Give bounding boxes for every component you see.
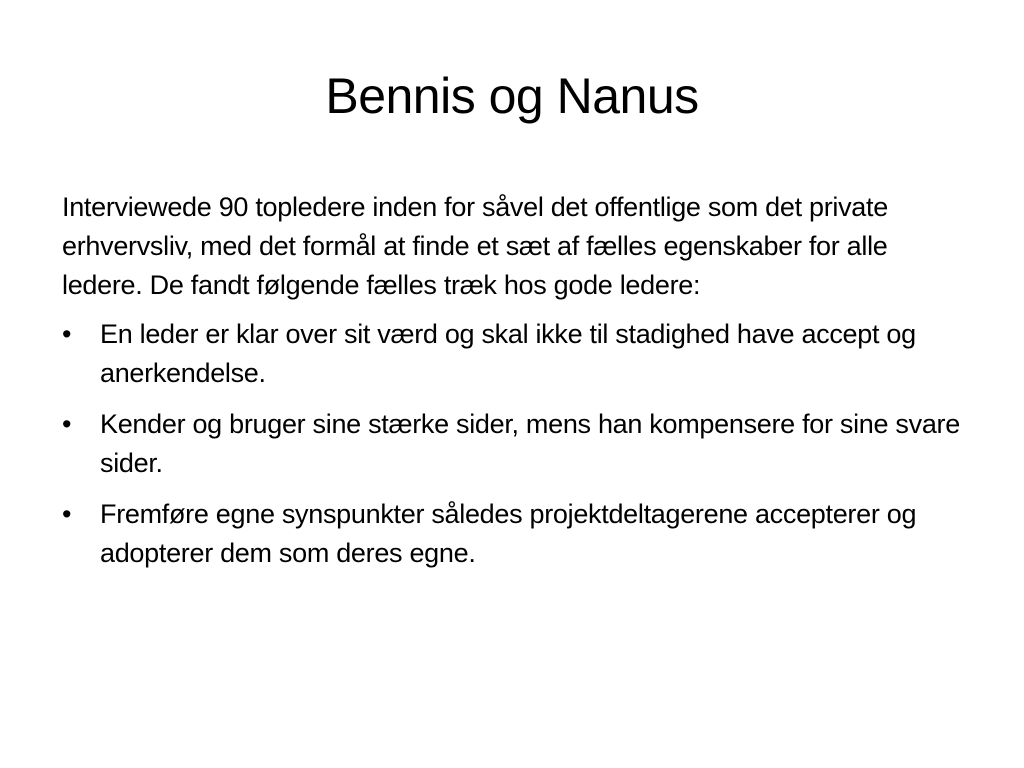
intro-paragraph: Interviewede 90 topledere inden for såvel det offentlige som det private erhvervsliv, med det formål at finde et sæt af fælles egenskaber for alle ledere. De fandt følgende fælles træk hos gode ledere: — [62, 192, 888, 300]
bullet-text-3: Fremføre egne synspunkter således projektdeltagerene accepterer og adopterer dem som deres egne. — [100, 499, 917, 568]
bullet-item-2 — [62, 405, 972, 483]
slide-body — [62, 188, 972, 585]
slide-title: Bennis og Nanus — [325, 68, 699, 124]
bullet-icon: • — [62, 409, 72, 439]
bullet-item-3 — [62, 495, 972, 573]
bullet-list — [62, 315, 972, 573]
bullet-icon: • — [62, 499, 72, 529]
bullet-icon: • — [62, 319, 72, 349]
bullet-text-1: En leder er klar over sit værd og skal ikke til stadighed have accept og anerkendelse. — [100, 319, 916, 388]
bullet-item-1 — [62, 315, 972, 393]
bullet-text-2: Kender og bruger sine stærke sider, mens han kompensere for sine svare sider. — [100, 409, 960, 478]
